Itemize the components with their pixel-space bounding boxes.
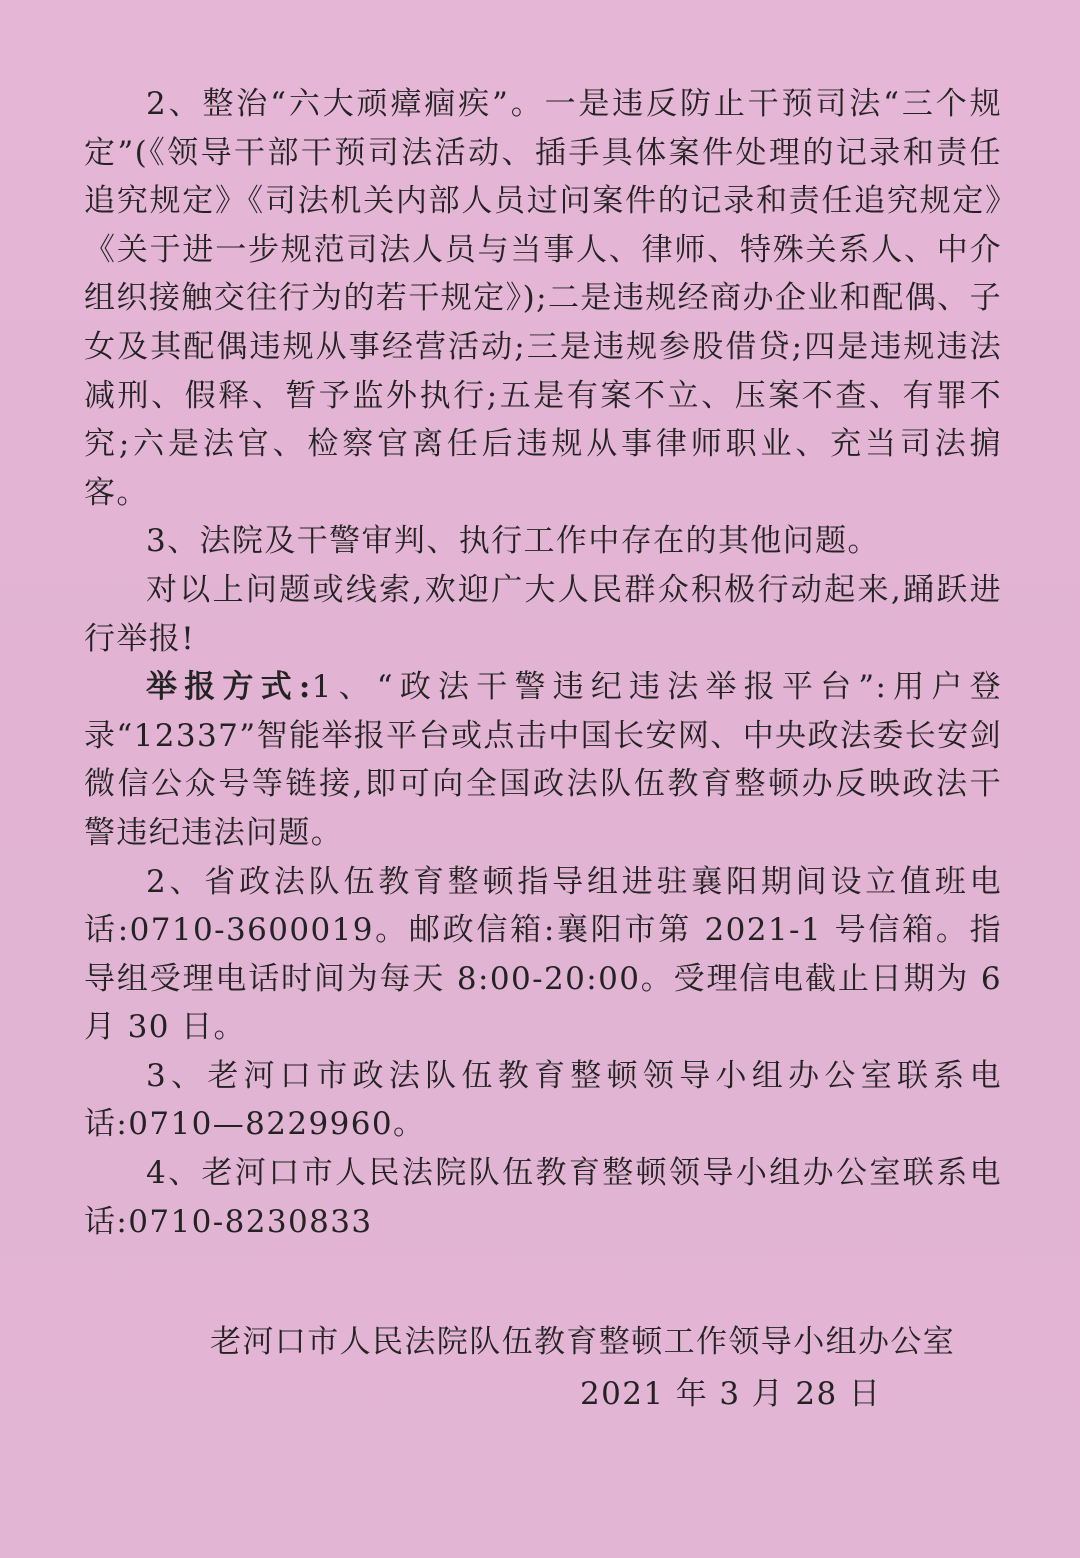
document-body xyxy=(84,80,1002,1246)
signature-date: 2021 年 3 月 28 日 xyxy=(580,1376,882,1412)
report-methods-heading: 举报方式: xyxy=(146,669,312,706)
paragraph-six-problems: 2、整治“六大顽瘴痼疾”。一是违反防止干预司法“三个规定”(《领导干部干预司法活动、插手具体案件处理的记录和责任追究规定》《司法机关内部人员过问案件的记录和责任追究规定》《关于进一步规范司法人员与当事人、律师、特殊关系人、中介组织接触交往行为的若干规定》);二是违规经商办企业和配偶、子女及其配偶违规从事经营活动;三是违规参股借贷;四是违规违法减刑、假释、暂予监外执行;五是有案不立、压案不查、有罪不究;六是法官、检察官离任后违规从事律师职业、充当司法掮客。 xyxy=(84,86,1002,511)
signature-organization: 老河口市人民法院队伍教育整顿工作领导小组办公室 xyxy=(210,1324,956,1360)
paragraph-call-to-report: 对以上问题或线索,欢迎广大人民群众积极行动起来,踊跃进行举报! xyxy=(84,571,1002,657)
paragraph-court-office-phone: 4、老河口市人民法院队伍教育整顿领导小组办公室联系电话:0710-8230833 xyxy=(84,1155,1002,1240)
paragraph-report-methods xyxy=(84,663,1002,857)
paragraph-guidance-group-phone: 2、省政法队伍教育整顿指导组进驻襄阳期间设立值班电话:0710-3600019。邮政信箱:襄阳市第 2021-1 号信箱。指导组受理电话时间为每天 8:00-20:00。受理信电截止日期为 6 月 30 日。 xyxy=(84,863,1002,1046)
report-methods-text: 1、“政法干警违纪违法举报平台”:用户登录“12337”智能举报平台或点击中国长安网、中央政法委长安剑微信公众号等链接,即可向全国政法队伍教育整顿办反映政法干警违纪违法问题。 xyxy=(84,669,1002,851)
paragraph-other-problems: 3、法院及干警审判、执行工作中存在的其他问题。 xyxy=(146,523,880,560)
paragraph-city-office-phone: 3、老河口市政法队伍教育整顿领导小组办公室联系电话:0710—8229960。 xyxy=(84,1057,1002,1143)
